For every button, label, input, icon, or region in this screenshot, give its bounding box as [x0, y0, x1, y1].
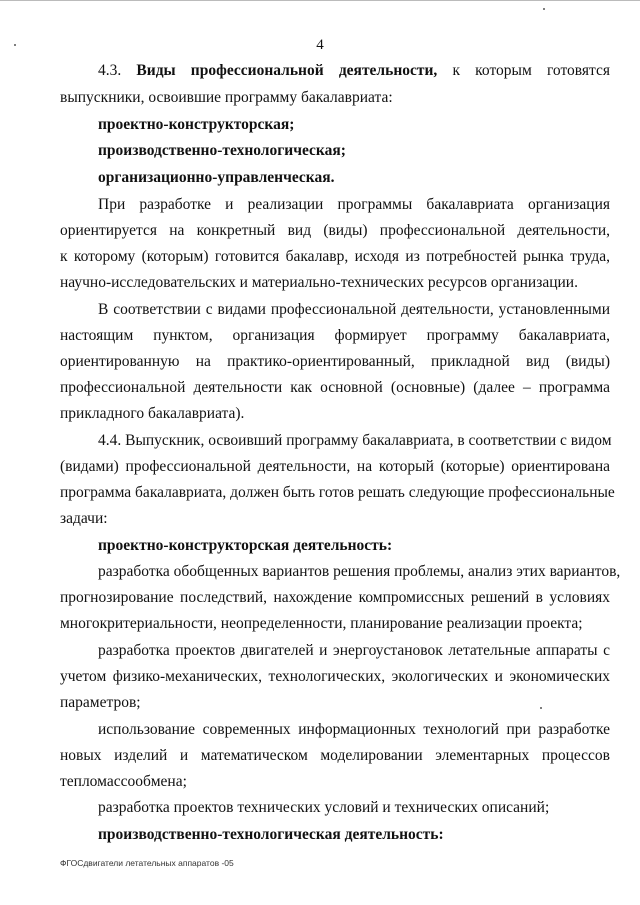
section-4-3-title: Виды профессиональной деятельности, [136, 62, 438, 79]
task-line: учетом физико-механических, технологических, экологических и экономических [60, 668, 610, 685]
activity-type-production: производственно-технологическая; [98, 142, 346, 159]
task-line: разработка проектов технических условий и технических описаний; [98, 799, 550, 816]
paragraph-line: ориентированную на практико-ориентированный, прикладной вид (виды) [60, 353, 610, 370]
section-4-4-line: 4.4. Выпускник, освоивший программу бакалавриата, в соответствии с видом [98, 432, 612, 449]
task-line: параметров; [60, 694, 141, 711]
top-edge-line [0, 0, 640, 1]
section-4-4-line: программа бакалавриата, должен быть готов решать следующие профессиональные [60, 484, 615, 501]
footer-doc-id: ФГОСдвигатели летательных аппаратов -05 [60, 858, 234, 868]
section-4-3-heading [98, 61, 610, 81]
section-4-3-line2: выпускники, освоившие программу бакалавриата: [60, 89, 393, 106]
task-line: новых изделий и математическом моделировании элементарных процессов [60, 747, 610, 764]
task-line: разработка обобщенных вариантов решения проблемы, анализ этих вариантов, [98, 563, 621, 580]
task-line: прогнозирование последствий, нахождение компромиссных решений в условиях [60, 589, 610, 606]
task-line: многокритериальности, неопределенности, планирование реализации проекта; [60, 615, 583, 632]
production-activity-heading: производственно-технологическая деятельность: [98, 826, 444, 843]
paragraph-line: к которому (которым) готовится бакалавр, исходя из потребностей рынка труда, [60, 248, 610, 265]
paragraph-line: профессиональной деятельности как основной (основные) (далее – программа [60, 379, 610, 396]
section-4-3-number: 4.3. [98, 62, 122, 79]
activity-type-management: организационно-управленческая. [98, 169, 335, 186]
paragraph-line: прикладного бакалавриата). [60, 405, 245, 422]
scan-speck [543, 8, 545, 10]
task-line: тепломассообмена; [60, 773, 187, 790]
paragraph-line: В соответствии с видами профессиональной деятельности, установленными [98, 301, 610, 318]
paragraph-line: настоящим пунктом, организация формирует программу бакалавриата, [60, 327, 610, 344]
page-number: 4 [316, 37, 324, 53]
paragraph-line: научно-исследовательских и материально-технических ресурсов организации. [60, 274, 578, 291]
design-activity-heading: проектно-конструкторская деятельность: [98, 537, 393, 554]
section-4-3-title-rest: к которым готовятся [452, 62, 610, 79]
section-4-4-line: задачи: [60, 510, 108, 527]
paragraph-line: ориентируется на конкретный вид (виды) профессиональной деятельности, [60, 222, 610, 239]
paragraph-line: При разработке и реализации программы бакалавриата организация [98, 196, 610, 213]
activity-type-design: проектно-конструкторская; [98, 116, 295, 133]
section-4-4-line: (видами) профессиональной деятельности, на который (которые) ориентирована [60, 458, 610, 475]
task-line: использование современных информационных технологий при разработке [98, 721, 610, 738]
task-line: разработка проектов двигателей и энергоустановок летательные аппараты с [98, 642, 610, 659]
